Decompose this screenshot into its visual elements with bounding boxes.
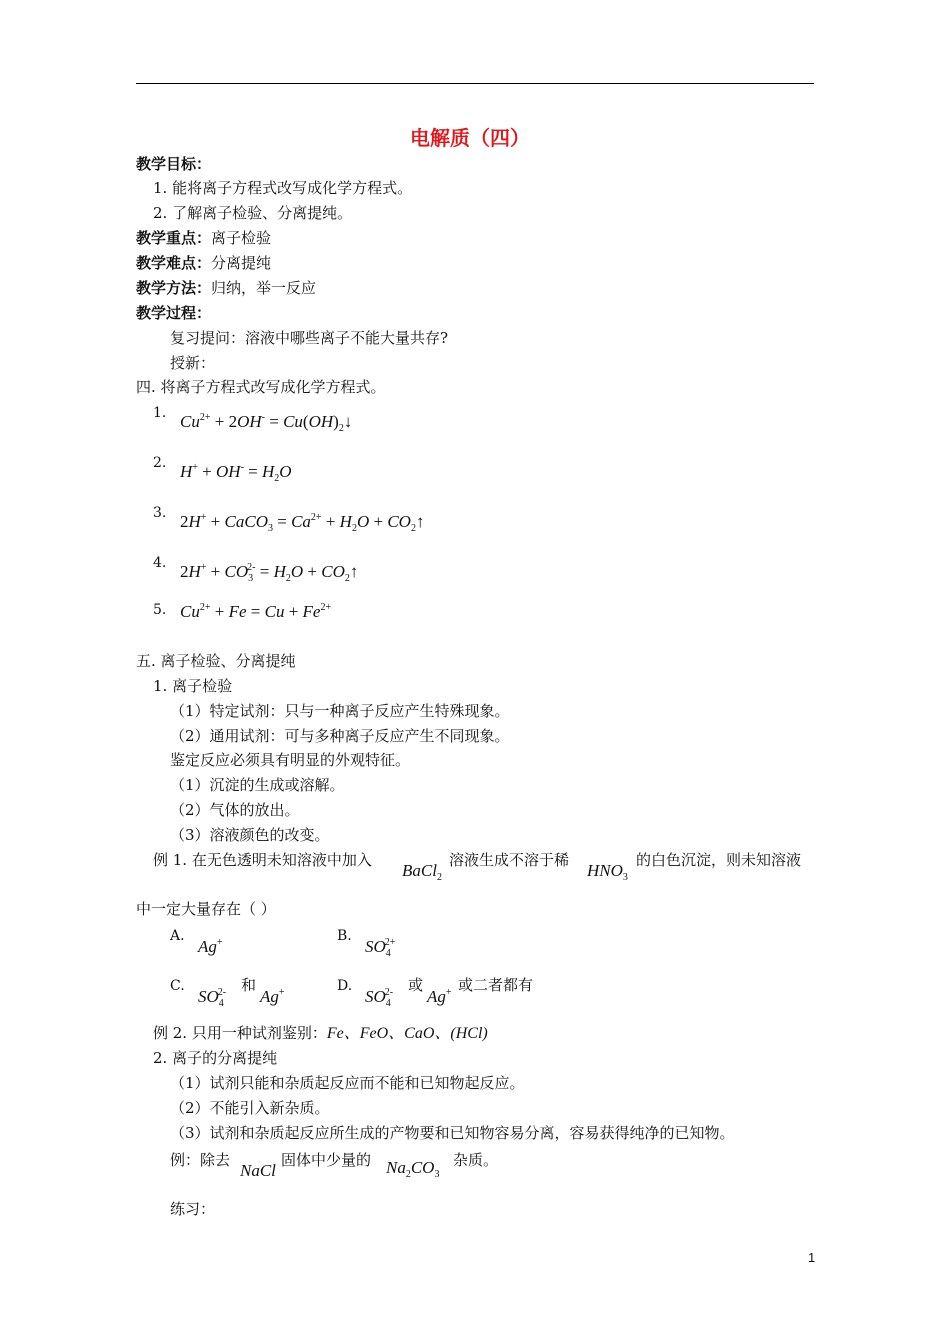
example1-part3: 的白色沉淀，则未知溶液: [636, 851, 802, 869]
equation-number: 2.: [153, 455, 167, 471]
option-d-formula2: Ag+: [427, 987, 452, 1006]
reagent-specific: （1）特定试剂：只与一种离子反应产生特殊现象。: [170, 702, 510, 720]
equation-number: 4.: [153, 555, 167, 571]
feature-item: （3）溶液颜色的改变。: [170, 826, 330, 844]
method-text: 归纳，举一反应: [211, 279, 317, 297]
option-label: B.: [337, 928, 352, 944]
equation-number: 1.: [153, 405, 167, 421]
option-label: C.: [170, 978, 185, 994]
feature-item: （1）沉淀的生成或溶解。: [170, 776, 345, 794]
objectives-label: 教学目标：: [136, 155, 212, 173]
method-label: 教学方法：: [136, 279, 212, 297]
method-row: [136, 279, 316, 297]
equation-1: $Cu^{2+} + 2OH^-$ = $Cu(OH)_2↓$: [180, 412, 353, 434]
section5-heading: 五. 离子检验、分离提纯: [136, 652, 296, 670]
review-question: 复习提问：溶液中哪些离子不能大量共存?: [170, 329, 449, 347]
option-c-join: 和: [241, 976, 257, 994]
example1-line2: 中一定大量存在（ ）: [136, 900, 276, 918]
page-number: 1: [808, 1250, 816, 1265]
page-title: 电解质（四）: [410, 126, 530, 150]
option-label: D.: [337, 978, 353, 994]
equation-number: 3.: [153, 505, 167, 521]
new-lesson-label: 授新：: [170, 354, 216, 372]
section4-heading: 四. 将离子方程式改写成化学方程式。: [136, 378, 386, 396]
separation-item: （1）试剂只能和杂质起反应而不能和已知物起反应。: [170, 1074, 525, 1092]
key-point-row: [136, 229, 271, 247]
key-point-label: 教学重点：: [136, 229, 212, 247]
na2co3-formula: $Na_2CO_3$: [386, 1158, 440, 1180]
equation-5: $Cu^{2+} + Fe = Cu + Fe^{2+}$: [180, 602, 332, 621]
practice-label: 练习：: [170, 1200, 216, 1218]
option-d-join: 或: [408, 976, 424, 994]
equation-3: 2H+ + CaCO$_3$ = $Ca^{2+} + H_2O$ + $CO_2↑$: [180, 512, 425, 534]
option-c-formula: $SO_4^{2-}$: [198, 987, 227, 1009]
features-text: 鉴定反应必须具有明显的外观特征。: [170, 751, 411, 769]
difficulty-row: [136, 254, 271, 272]
option-d-formula: $SO_4^{2-}$: [365, 987, 394, 1009]
example3-part1: 例：除去: [170, 1151, 231, 1169]
example1-part1: 例 1. 在无色透明未知溶液中加入: [153, 851, 372, 869]
example2-text: 例 2. 只用一种试剂鉴别：: [153, 1024, 327, 1042]
option-c-formula2: Ag+: [260, 987, 285, 1006]
example1-part2: 溶液生成不溶于稀: [449, 851, 570, 869]
separation-item: （3）试剂和杂质起反应所生成的产物要和已知物容易分离，容易获得纯净的已知物。: [170, 1124, 735, 1142]
difficulty-label: 教学难点：: [136, 254, 212, 272]
feature-item: （2）气体的放出。: [170, 801, 300, 819]
option-b-formula: $SO_4^{2+}$: [365, 937, 396, 959]
nacl-formula: NaCl: [240, 1161, 276, 1180]
difficulty-text: 分离提纯: [211, 254, 272, 272]
option-d-tail: 或二者都有: [458, 976, 534, 994]
example3-part2: 固体中少量的: [281, 1151, 372, 1169]
objective-item: 1. 能将离子方程式改写成化学方程式。: [153, 179, 413, 197]
equation-2: $H^+ + OH^- = H_2O$: [180, 462, 292, 484]
bacl2-formula: BaCl$_2$: [402, 861, 442, 883]
reagent-general: （2）通用试剂：可与多种离子反应产生不同现象。: [170, 727, 510, 745]
hno3-formula: $HNO_3$: [587, 861, 628, 883]
equation-4: $2H^+ + CO_3^{2-} = H_2O$ + $CO_2↑$: [180, 562, 359, 584]
equation-number: 5.: [153, 602, 167, 618]
objective-item: 2. 了解离子检验、分离提纯。: [153, 204, 353, 222]
subheading-separation: 2. 离子的分离提纯: [153, 1049, 278, 1067]
header-rule: [136, 83, 814, 84]
process-label: 教学过程：: [136, 304, 212, 322]
example3-part3: 杂质。: [453, 1151, 499, 1169]
key-point-text: 离子检验: [211, 229, 272, 247]
option-label: A.: [170, 928, 185, 944]
example2: [153, 1024, 488, 1043]
subheading-ion-test: 1. 离子检验: [153, 677, 233, 695]
option-a-formula: Ag+: [198, 937, 223, 956]
example2-formula: Fe、FeO、CaO、(HCl): [326, 1025, 488, 1042]
separation-item: （2）不能引入新杂质。: [170, 1099, 330, 1117]
